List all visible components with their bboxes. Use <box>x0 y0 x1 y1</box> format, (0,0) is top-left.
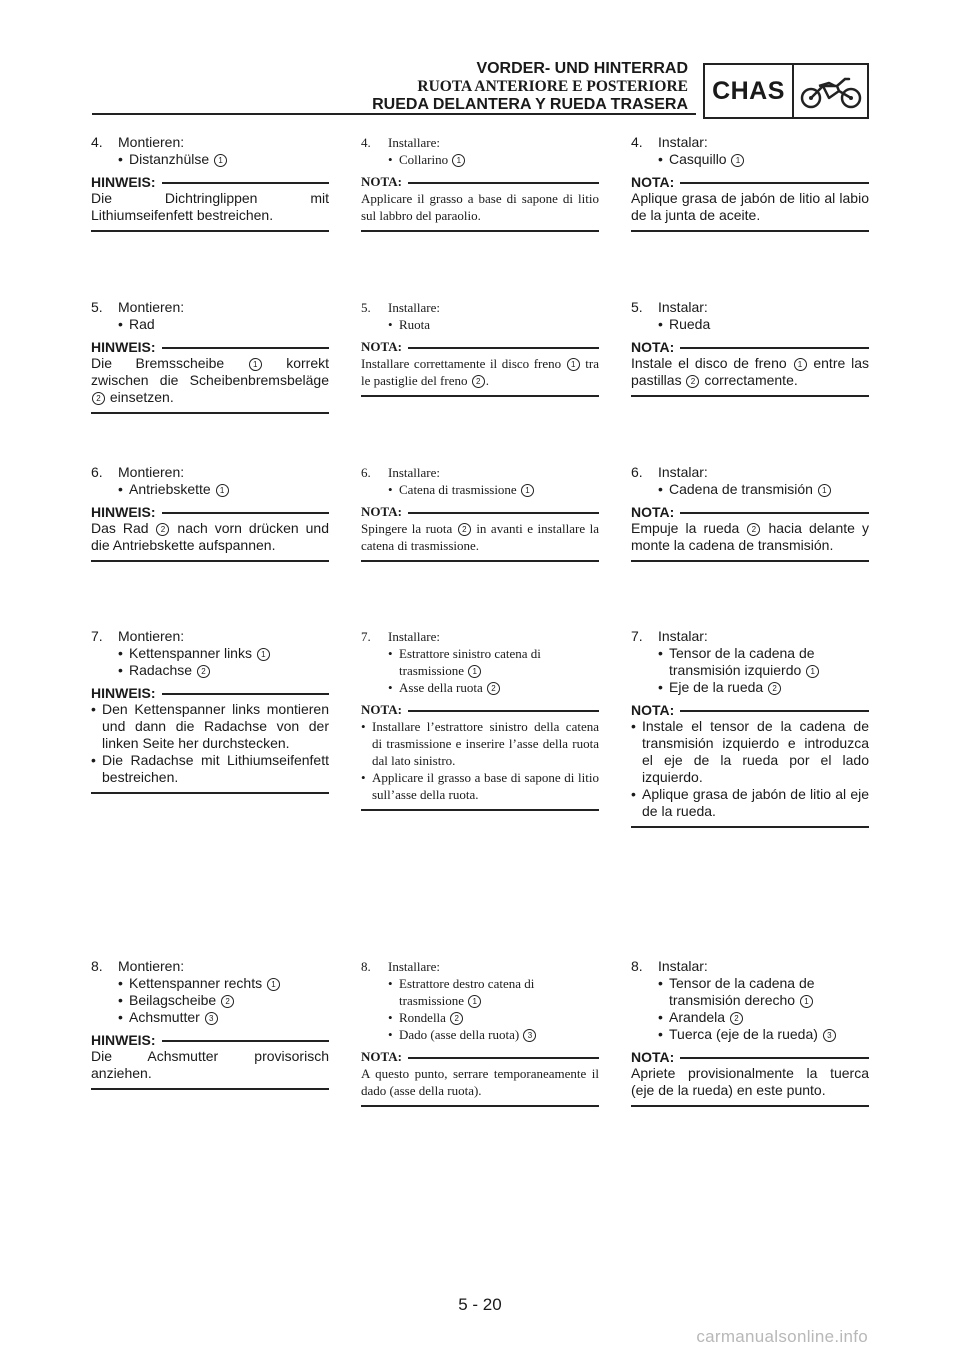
step-7-es <box>631 628 869 828</box>
note-heading <box>91 1032 329 1048</box>
step-7-de <box>91 628 329 794</box>
parts-list <box>631 481 869 498</box>
callout-number: 1 <box>267 978 280 991</box>
step-number: 8. <box>631 958 643 974</box>
step-5-de <box>91 299 329 414</box>
part-item <box>91 645 329 662</box>
part-item <box>91 1009 329 1026</box>
step-action: Montieren: <box>118 134 185 150</box>
note-end-rule <box>631 395 869 397</box>
part-item <box>91 151 329 168</box>
step-number: 6. <box>91 464 103 480</box>
note-label: NOTA: <box>361 339 402 354</box>
part-label: Beilagscheibe 2 <box>129 992 235 1008</box>
note-label: NOTA: <box>361 504 402 519</box>
step-6-es <box>631 464 869 562</box>
section-title-it: RUOTA ANTERIORE E POSTERIORE <box>417 78 688 95</box>
callout-number: 2 <box>156 523 169 536</box>
note-list <box>91 701 329 786</box>
callout-number: 2 <box>487 682 500 695</box>
step-action: Installare: <box>388 629 440 644</box>
step-number: 8. <box>361 959 371 974</box>
note-end-rule <box>361 230 599 232</box>
part-item <box>361 1009 599 1026</box>
step-action: Montieren: <box>118 628 185 644</box>
step-6-it <box>361 464 599 562</box>
note-item: • Applicare il grasso a base di sapone di litio sull’asse della ruota. <box>361 769 599 803</box>
parts-list <box>91 316 329 333</box>
callout-number: 1 <box>731 154 744 167</box>
callout-number: 1 <box>216 484 229 497</box>
callout-number: 2 <box>450 1012 463 1025</box>
callout-number: 1 <box>567 358 580 371</box>
note-end-rule <box>91 412 329 414</box>
callout-number: 1 <box>452 154 465 167</box>
note-text: Apriete provisionalmente la tuerca (eje de la rueda) en este punto. <box>631 1065 869 1098</box>
part-label: Tensor de la cadena de transmisión izquierdo 1 <box>669 645 820 678</box>
note-end-rule <box>361 809 599 811</box>
callout-number: 2 <box>730 1012 743 1025</box>
step-5-it <box>361 299 599 397</box>
note-end-rule <box>361 395 599 397</box>
step-number: 6. <box>361 465 371 480</box>
part-item <box>361 975 599 1009</box>
callout-number: 2 <box>458 523 471 536</box>
note-text: Die Dichtringlippen mit Lithiumseifenfett bestreichen. <box>91 190 329 223</box>
note-label: NOTA: <box>631 174 675 190</box>
note-item: • Installare l’estrattore sinistro della catena di trasmissione e inserire l’asse della ruota dal lato sinistro. <box>361 718 599 769</box>
step-4-es <box>631 134 869 232</box>
callout-number: 2 <box>686 375 699 388</box>
part-item <box>361 645 599 679</box>
note-heading <box>91 685 329 701</box>
parts-list <box>91 151 329 168</box>
part-item <box>361 481 599 498</box>
parts-list <box>631 151 869 168</box>
note-heading <box>631 504 869 520</box>
note-end-rule <box>631 826 869 828</box>
step-5-es <box>631 299 869 397</box>
step-action: Instalar: <box>658 464 708 480</box>
note-end-rule <box>631 560 869 562</box>
note-label: HINWEIS: <box>91 339 156 355</box>
part-label: Collarino 1 <box>399 152 466 167</box>
part-label: Kettenspanner rechts 1 <box>129 975 281 991</box>
part-label: Estrattore destro catena di trasmissione 1 <box>399 976 535 1008</box>
callout-number: 3 <box>823 1029 836 1042</box>
parts-list <box>361 481 599 498</box>
header-rule <box>92 113 696 115</box>
note-label: NOTA: <box>631 1049 675 1065</box>
chapter-badge <box>703 63 869 119</box>
note-heading <box>631 702 869 718</box>
part-item <box>631 481 869 498</box>
note-label: NOTA: <box>631 339 675 355</box>
note-label: NOTA: <box>361 702 402 717</box>
step-4-it <box>361 134 599 232</box>
part-label: Rondella 2 <box>399 1010 464 1025</box>
note-end-rule <box>91 560 329 562</box>
step-number: 4. <box>631 134 643 150</box>
callout-number: 2 <box>221 995 234 1008</box>
part-item <box>631 645 869 679</box>
parts-list <box>91 481 329 498</box>
note-item: • Den Kettenspanner links montieren und dann die Radachse von der linken Seite her durchstecken. <box>91 701 329 752</box>
note-item: • Instale el tensor de la cadena de transmisión izquierdo e introduzca el eje de la rueda por el lado izquierdo. <box>631 718 869 786</box>
part-label: Antriebskette 1 <box>129 481 230 497</box>
step-action: Montieren: <box>118 299 185 315</box>
step-7-it <box>361 628 599 811</box>
note-heading <box>361 504 599 520</box>
note-heading <box>91 174 329 190</box>
part-label: Distanzhülse 1 <box>129 151 228 167</box>
note-end-rule <box>91 230 329 232</box>
note-list <box>631 718 869 820</box>
watermark: carmanualsonline.info <box>696 1327 868 1346</box>
note-text: A questo punto, serrare temporaneamente il dado (asse della ruota). <box>361 1066 599 1098</box>
part-item <box>631 1026 869 1043</box>
part-item <box>631 679 869 696</box>
note-end-rule <box>91 792 329 794</box>
step-4-de <box>91 134 329 232</box>
step-action: Installare: <box>388 465 440 480</box>
note-item: • Aplique grasa de jabón de litio al eje de la rueda. <box>631 786 869 820</box>
callout-number: 1 <box>794 358 807 371</box>
part-label: Rad <box>129 316 155 332</box>
parts-list <box>631 975 869 1043</box>
callout-number: 3 <box>523 1029 536 1042</box>
step-action: Installare: <box>388 300 440 315</box>
note-heading <box>631 174 869 190</box>
callout-number: 1 <box>468 995 481 1008</box>
parts-list <box>91 645 329 679</box>
note-label: NOTA: <box>631 702 675 718</box>
step-8-de <box>91 958 329 1090</box>
step-number: 4. <box>91 134 103 150</box>
step-number: 5. <box>91 299 103 315</box>
note-text: Das Rad 2 nach vorn drücken und die Antriebskette aufspannen. <box>91 520 330 553</box>
part-label: Cadena de transmisión 1 <box>669 481 832 497</box>
parts-list <box>631 316 869 333</box>
step-number: 5. <box>361 300 371 315</box>
part-item <box>631 151 869 168</box>
step-action: Installare: <box>388 135 440 150</box>
callout-number: 1 <box>806 665 819 678</box>
note-heading <box>631 339 869 355</box>
note-label: HINWEIS: <box>91 174 156 190</box>
part-label: Rueda <box>669 316 711 332</box>
note-end-rule <box>631 230 869 232</box>
parts-list <box>361 975 599 1043</box>
note-label: NOTA: <box>361 174 402 189</box>
note-end-rule <box>361 1105 599 1107</box>
note-heading <box>631 1049 869 1065</box>
section-title-de: VORDER- UND HINTERRAD <box>476 60 688 77</box>
part-label: Tensor de la cadena de transmisión derecho 1 <box>669 975 815 1008</box>
note-label: HINWEIS: <box>91 685 156 701</box>
parts-list <box>361 316 599 333</box>
step-number: 5. <box>631 299 643 315</box>
step-action: Montieren: <box>118 464 185 480</box>
part-label: Catena di trasmissione 1 <box>399 482 535 497</box>
part-item <box>91 662 329 679</box>
note-text: Empuje la rueda 2 hacia delante y monte la cadena de transmisión. <box>631 520 869 553</box>
part-label: Kettenspanner links 1 <box>129 645 271 661</box>
part-label: Dado (asse della ruota) 3 <box>399 1027 537 1042</box>
motorcycle-icon <box>794 65 867 117</box>
parts-list <box>361 151 599 168</box>
part-item <box>631 975 869 1009</box>
step-action: Montieren: <box>118 958 185 974</box>
part-item <box>91 481 329 498</box>
part-label: Achsmutter 3 <box>129 1009 219 1025</box>
note-heading <box>361 1049 599 1065</box>
part-label: Arandela 2 <box>669 1009 744 1025</box>
note-heading <box>91 339 329 355</box>
step-8-es <box>631 958 869 1107</box>
part-item <box>631 316 869 333</box>
step-action: Instalar: <box>658 628 708 644</box>
note-end-rule <box>631 1105 869 1107</box>
step-action: Instalar: <box>658 299 708 315</box>
step-number: 4. <box>361 135 371 150</box>
note-text: Die Bremsscheibe 1 korrekt zwischen die Scheibenbremsbeläge 2 einsetzen. <box>91 355 329 405</box>
part-label: Radachse 2 <box>129 662 211 678</box>
note-text: Applicare il grasso a base di sapone di litio sul labbro del paraolio. <box>361 191 599 223</box>
note-heading <box>91 504 329 520</box>
part-label: Estrattore sinistro catena di trasmissione 1 <box>399 646 541 678</box>
note-label: NOTA: <box>361 1049 402 1064</box>
parts-list <box>91 975 329 1026</box>
section-title-block <box>372 60 688 114</box>
note-text: Die Achsmutter provisorisch anziehen. <box>91 1048 329 1081</box>
part-item <box>361 151 599 168</box>
chapter-badge-label: CHAS <box>705 65 794 117</box>
step-number: 7. <box>91 628 103 644</box>
callout-number: 1 <box>800 995 813 1008</box>
note-heading <box>361 339 599 355</box>
callout-number: 2 <box>92 392 105 405</box>
callout-number: 3 <box>205 1012 218 1025</box>
note-text: Aplique grasa de jabón de litio al labio de la junta de aceite. <box>631 190 869 223</box>
note-label: HINWEIS: <box>91 1032 156 1048</box>
note-text: Instale el disco de freno 1 entre las pastillas 2 correctamente. <box>631 355 869 388</box>
callout-number: 1 <box>521 484 534 497</box>
callout-number: 2 <box>768 682 781 695</box>
part-item <box>91 975 329 992</box>
callout-number: 1 <box>468 665 481 678</box>
part-label: Asse della ruota 2 <box>399 680 501 695</box>
note-label: HINWEIS: <box>91 504 156 520</box>
step-number: 6. <box>631 464 643 480</box>
callout-number: 1 <box>257 648 270 661</box>
page-number: 5 - 20 <box>458 1295 502 1314</box>
part-label: Tuerca (eje de la rueda) 3 <box>669 1026 837 1042</box>
part-item <box>361 1026 599 1043</box>
note-item: • Die Radachse mit Lithiumseifenfett bestreichen. <box>91 752 329 786</box>
note-text: Installare correttamente il disco freno 1 tra le pastiglie del freno 2 . <box>361 356 599 388</box>
note-end-rule <box>361 560 599 562</box>
note-end-rule <box>91 1088 329 1090</box>
part-label: Eje de la rueda 2 <box>669 679 782 695</box>
parts-list <box>361 645 599 696</box>
parts-list <box>631 645 869 696</box>
section-title-es: RUEDA DELANTERA Y RUEDA TRASERA <box>372 96 688 113</box>
step-action: Instalar: <box>658 134 708 150</box>
part-item <box>91 316 329 333</box>
callout-number: 2 <box>197 665 210 678</box>
part-label: Ruota <box>399 317 431 332</box>
callout-number: 1 <box>214 154 227 167</box>
part-item <box>91 992 329 1009</box>
note-list <box>361 718 599 803</box>
note-heading <box>361 702 599 718</box>
note-label: NOTA: <box>631 504 675 520</box>
callout-number: 2 <box>472 375 485 388</box>
part-label: Casquillo 1 <box>669 151 745 167</box>
step-number: 7. <box>631 628 643 644</box>
step-8-it <box>361 958 599 1107</box>
callout-number: 2 <box>747 523 760 536</box>
part-item <box>361 316 599 333</box>
step-number: 8. <box>91 958 103 974</box>
step-action: Instalar: <box>658 958 708 974</box>
note-text: Spingere la ruota 2 in avanti e installare la catena di trasmissione. <box>361 521 599 553</box>
part-item <box>361 679 599 696</box>
callout-number: 1 <box>249 358 262 371</box>
note-heading <box>361 174 599 190</box>
step-number: 7. <box>361 629 371 644</box>
step-action: Installare: <box>388 959 440 974</box>
part-item <box>631 1009 869 1026</box>
callout-number: 1 <box>818 484 831 497</box>
step-6-de <box>91 464 329 562</box>
